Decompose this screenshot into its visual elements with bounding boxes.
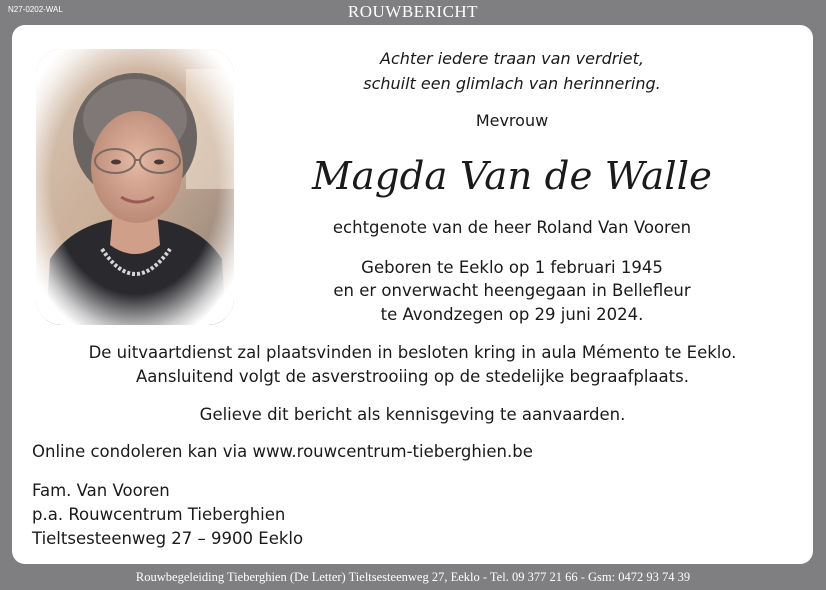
- portrait-photo: [36, 49, 234, 325]
- photo-vignette: [36, 49, 234, 325]
- quote-line-2: schuilt een glimlach van herinnering.: [363, 74, 661, 93]
- contact-family: Fam. Van Vooren: [32, 481, 170, 500]
- notice-line: Gelieve dit bericht als kennisgeving te aanvaarden.: [199, 405, 626, 424]
- contact-address: Tieltsesteenweg 27 – 9900 Eeklo: [32, 529, 304, 548]
- deceased-name-heading: [292, 139, 732, 203]
- death-place-date-line: te Avondzegen op 29 juni 2024.: [380, 305, 644, 324]
- deceased-name: Magda Van de Walle: [310, 154, 712, 198]
- death-line: en er onverwacht heengegaan in Bellefleur: [333, 281, 691, 300]
- salutation: Mevrouw: [475, 111, 549, 130]
- online-condolence-line: Online condoleren kan via www.rouwcentrum-tieberghien.be: [32, 442, 533, 461]
- service-line-1: De uitvaartdienst zal plaatsvinden in besloten kring in aula Mémento te Eeklo.: [88, 343, 737, 362]
- quote-line-1: Achter iedere traan van verdriet,: [380, 49, 644, 68]
- spouse-line: echtgenote van de heer Roland Van Vooren: [332, 218, 692, 237]
- contact-care-of: p.a. Rouwcentrum Tieberghien: [32, 505, 286, 524]
- page-title: ROUWBERICHT: [347, 2, 479, 21]
- birth-line: Geboren te Eeklo op 1 februari 1945: [361, 258, 663, 277]
- service-line-2: Aansluitend volgt de asverstrooiing op de stedelijke begraafplaats.: [136, 367, 689, 386]
- footer-contact: Rouwbegeleiding Tieberghien (De Letter) Tieltsesteenweg 27, Eeklo - Tel. 09 377 21 66 - Gsm: 0472 93 74 39: [135, 570, 691, 584]
- obituary-card: [12, 25, 813, 564]
- document-code: N27-0202-WAL: [8, 5, 63, 14]
